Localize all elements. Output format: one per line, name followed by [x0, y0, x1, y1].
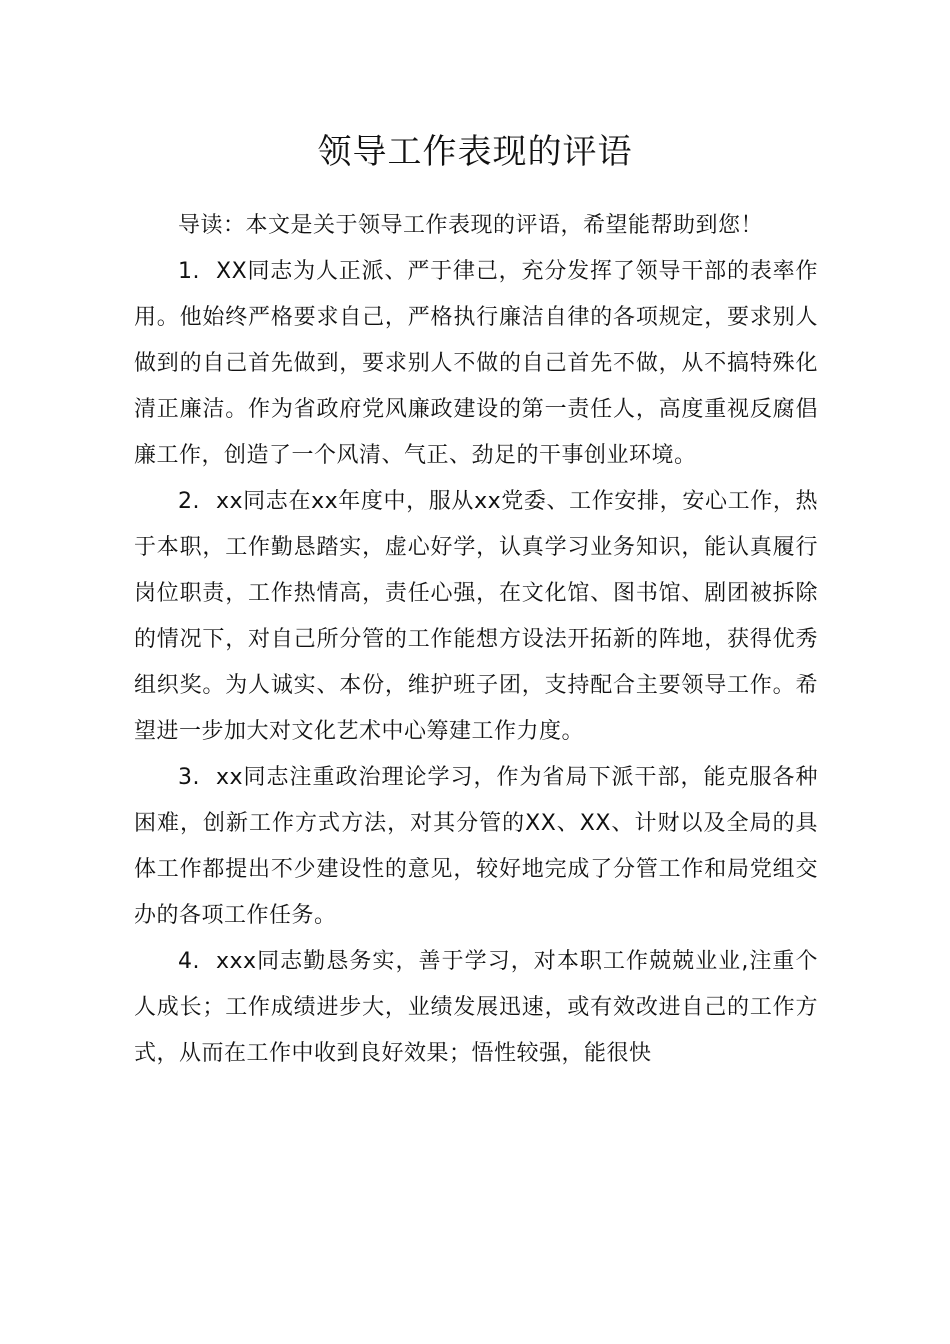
document-title: 领导工作表现的评语 [317, 132, 633, 172]
item-text: xx同志在xx年度中，服从xx党委、工作安排，安心工作，热于本职，工作勤恳踏实，虚心好学，认真学习业务知识，能认真履行岗位职责，工作热情高，责任心强，在文化馆、图书馆、剧团被拆除的情况下，对自己所分管的工作能想方设法开拓新的阵地，获得优秀组织奖。为人诚实、本份，维护班子团，支持配合主要领导工作。希望进一步加大对文化艺术中心筹建工作力度。 [134, 489, 818, 744]
item-number: 1. [178, 259, 200, 284]
list-item [134, 755, 818, 939]
item-text: xx同志注重政治理论学习，作为省局下派干部，能克服各种困难，创新工作方式方法，对其分管的XX、XX、计财以及全局的具体工作都提出不少建设性的意见，较好地完成了分管工作和局党组交办的各项工作任务。 [134, 765, 818, 928]
item-text: XX同志为人正派、严于律己，充分发挥了领导干部的表率作用。他始终严格要求自己，严格执行廉洁自律的各项规定，要求别人做到的自己首先做到，要求别人不做的自己首先不做，从不搞特殊化清正廉洁。作为省政府党风廉政建设的第一责任人，高度重视反腐倡廉工作，创造了一个风清、气正、劲足的干事创业环境。 [134, 259, 818, 468]
list-item [134, 249, 818, 479]
item-text: xxx同志勤恳务实，善于学习，对本职工作兢兢业业,注重个人成长；工作成绩进步大，业绩发展迅速，或有效改进自己的工作方式，从而在工作中收到良好效果；悟性较强，能很快 [134, 949, 818, 1066]
document-body [134, 203, 818, 1077]
list-item [134, 939, 818, 1077]
item-number: 4. [178, 949, 200, 974]
item-number: 2. [178, 489, 200, 514]
list-item [134, 479, 818, 755]
intro-paragraph: 导读：本文是关于领导工作表现的评语，希望能帮助到您！ [178, 213, 764, 238]
item-number: 3. [178, 765, 200, 790]
